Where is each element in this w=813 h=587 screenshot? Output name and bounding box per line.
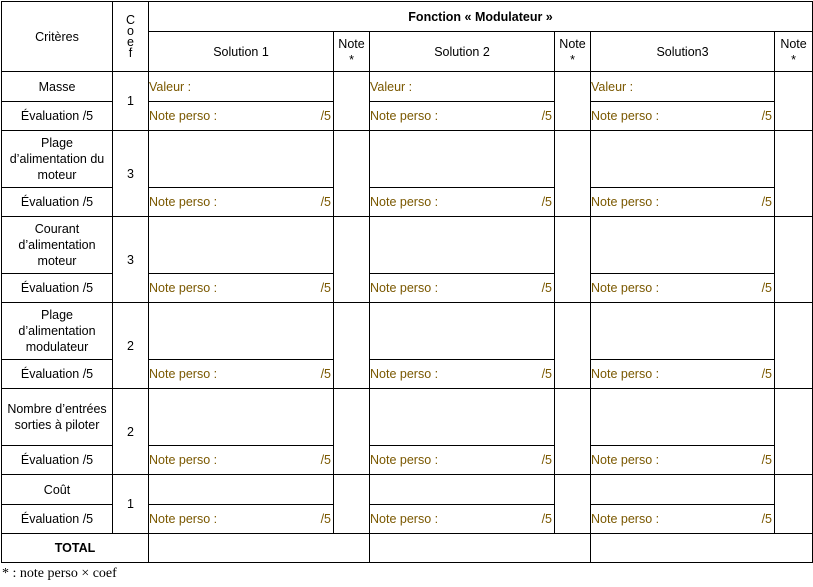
- evaluation-label: Évaluation /5: [2, 446, 113, 475]
- value-field[interactable]: [370, 303, 555, 360]
- total-label: TOTAL: [2, 534, 149, 563]
- value-field[interactable]: [149, 475, 334, 505]
- value-field[interactable]: [591, 303, 775, 360]
- solution-3-header: Solution3: [591, 32, 775, 72]
- note-perso-field[interactable]: Note perso : /5: [149, 446, 334, 475]
- note-cell[interactable]: [334, 217, 370, 303]
- coef-value: 1: [113, 72, 149, 131]
- note-cell[interactable]: [775, 389, 813, 475]
- note-cell[interactable]: [334, 303, 370, 389]
- note-perso-field[interactable]: Note perso : /5: [591, 188, 775, 217]
- note-perso-field[interactable]: Note perso : /5: [591, 505, 775, 534]
- note-header-2: Note *: [555, 32, 591, 72]
- value-field[interactable]: [149, 303, 334, 360]
- value-field[interactable]: [591, 389, 775, 446]
- coef-value: 3: [113, 131, 149, 217]
- value-field[interactable]: [149, 389, 334, 446]
- note-cell[interactable]: [555, 475, 591, 534]
- function-title: Fonction « Modulateur »: [149, 2, 813, 32]
- criterion-name: Courant d’alimentation moteur: [2, 217, 113, 274]
- note-perso-field[interactable]: Note perso : /5: [149, 102, 334, 131]
- solution-1-header: Solution 1: [149, 32, 334, 72]
- note-perso-field[interactable]: Note perso : /5: [149, 274, 334, 303]
- criteria-header: Critères: [2, 2, 113, 72]
- note-perso-field[interactable]: Note perso : /5: [370, 188, 555, 217]
- coef-value: 2: [113, 303, 149, 389]
- value-field[interactable]: [149, 131, 334, 188]
- value-field[interactable]: Valeur :: [149, 72, 334, 102]
- criterion-name: Masse: [2, 72, 113, 102]
- value-field[interactable]: [370, 389, 555, 446]
- evaluation-label: Évaluation /5: [2, 505, 113, 534]
- criterion-name: Nombre d’entrées sorties à piloter: [2, 389, 113, 446]
- evaluation-table: [1, 1, 813, 563]
- note-perso-field[interactable]: Note perso : /5: [370, 274, 555, 303]
- criterion-name: Plage d’alimentation du moteur: [2, 131, 113, 188]
- total-cell-solution-3[interactable]: [591, 534, 813, 563]
- value-field[interactable]: [370, 217, 555, 274]
- note-perso-field[interactable]: Note perso : /5: [149, 505, 334, 534]
- total-cell-solution-1[interactable]: [149, 534, 370, 563]
- value-field[interactable]: [591, 217, 775, 274]
- note-cell[interactable]: [775, 72, 813, 131]
- note-header-1: Note *: [334, 32, 370, 72]
- note-perso-field[interactable]: Note perso : /5: [370, 360, 555, 389]
- note-cell[interactable]: [334, 475, 370, 534]
- note-cell[interactable]: [555, 72, 591, 131]
- evaluation-label: Évaluation /5: [2, 188, 113, 217]
- value-field[interactable]: [591, 475, 775, 505]
- note-perso-field[interactable]: Note perso : /5: [370, 102, 555, 131]
- note-cell[interactable]: [334, 72, 370, 131]
- note-perso-field[interactable]: Note perso : /5: [591, 360, 775, 389]
- value-field[interactable]: Valeur :: [591, 72, 775, 102]
- total-cell-solution-2[interactable]: [370, 534, 591, 563]
- note-perso-field[interactable]: Note perso : /5: [370, 446, 555, 475]
- footnote: * : note perso × coef: [2, 566, 117, 581]
- solution-2-header: Solution 2: [370, 32, 555, 72]
- note-cell[interactable]: [334, 389, 370, 475]
- note-perso-field[interactable]: Note perso : /5: [149, 360, 334, 389]
- note-cell[interactable]: [334, 131, 370, 217]
- value-field[interactable]: [370, 475, 555, 505]
- criterion-name: Coût: [2, 475, 113, 505]
- note-cell[interactable]: [555, 131, 591, 217]
- value-field[interactable]: [149, 217, 334, 274]
- coef-value: 2: [113, 389, 149, 475]
- note-perso-field[interactable]: Note perso : /5: [591, 446, 775, 475]
- coef-header: C o e f: [113, 2, 149, 72]
- note-perso-field[interactable]: Note perso : /5: [370, 505, 555, 534]
- value-field[interactable]: [591, 131, 775, 188]
- note-header-3: Note *: [775, 32, 813, 72]
- note-perso-field[interactable]: Note perso : /5: [149, 188, 334, 217]
- note-cell[interactable]: [555, 217, 591, 303]
- evaluation-label: Évaluation /5: [2, 102, 113, 131]
- note-perso-field[interactable]: Note perso : /5: [591, 102, 775, 131]
- note-cell[interactable]: [775, 131, 813, 217]
- value-field[interactable]: [370, 131, 555, 188]
- note-cell[interactable]: [555, 303, 591, 389]
- value-field[interactable]: Valeur :: [370, 72, 555, 102]
- note-cell[interactable]: [775, 303, 813, 389]
- note-cell[interactable]: [775, 475, 813, 534]
- coef-value: 3: [113, 217, 149, 303]
- evaluation-label: Évaluation /5: [2, 274, 113, 303]
- criterion-name: Plage d’alimentation modulateur: [2, 303, 113, 360]
- note-cell[interactable]: [775, 217, 813, 303]
- note-cell[interactable]: [555, 389, 591, 475]
- note-perso-field[interactable]: Note perso : /5: [591, 274, 775, 303]
- coef-value: 1: [113, 475, 149, 534]
- evaluation-label: Évaluation /5: [2, 360, 113, 389]
